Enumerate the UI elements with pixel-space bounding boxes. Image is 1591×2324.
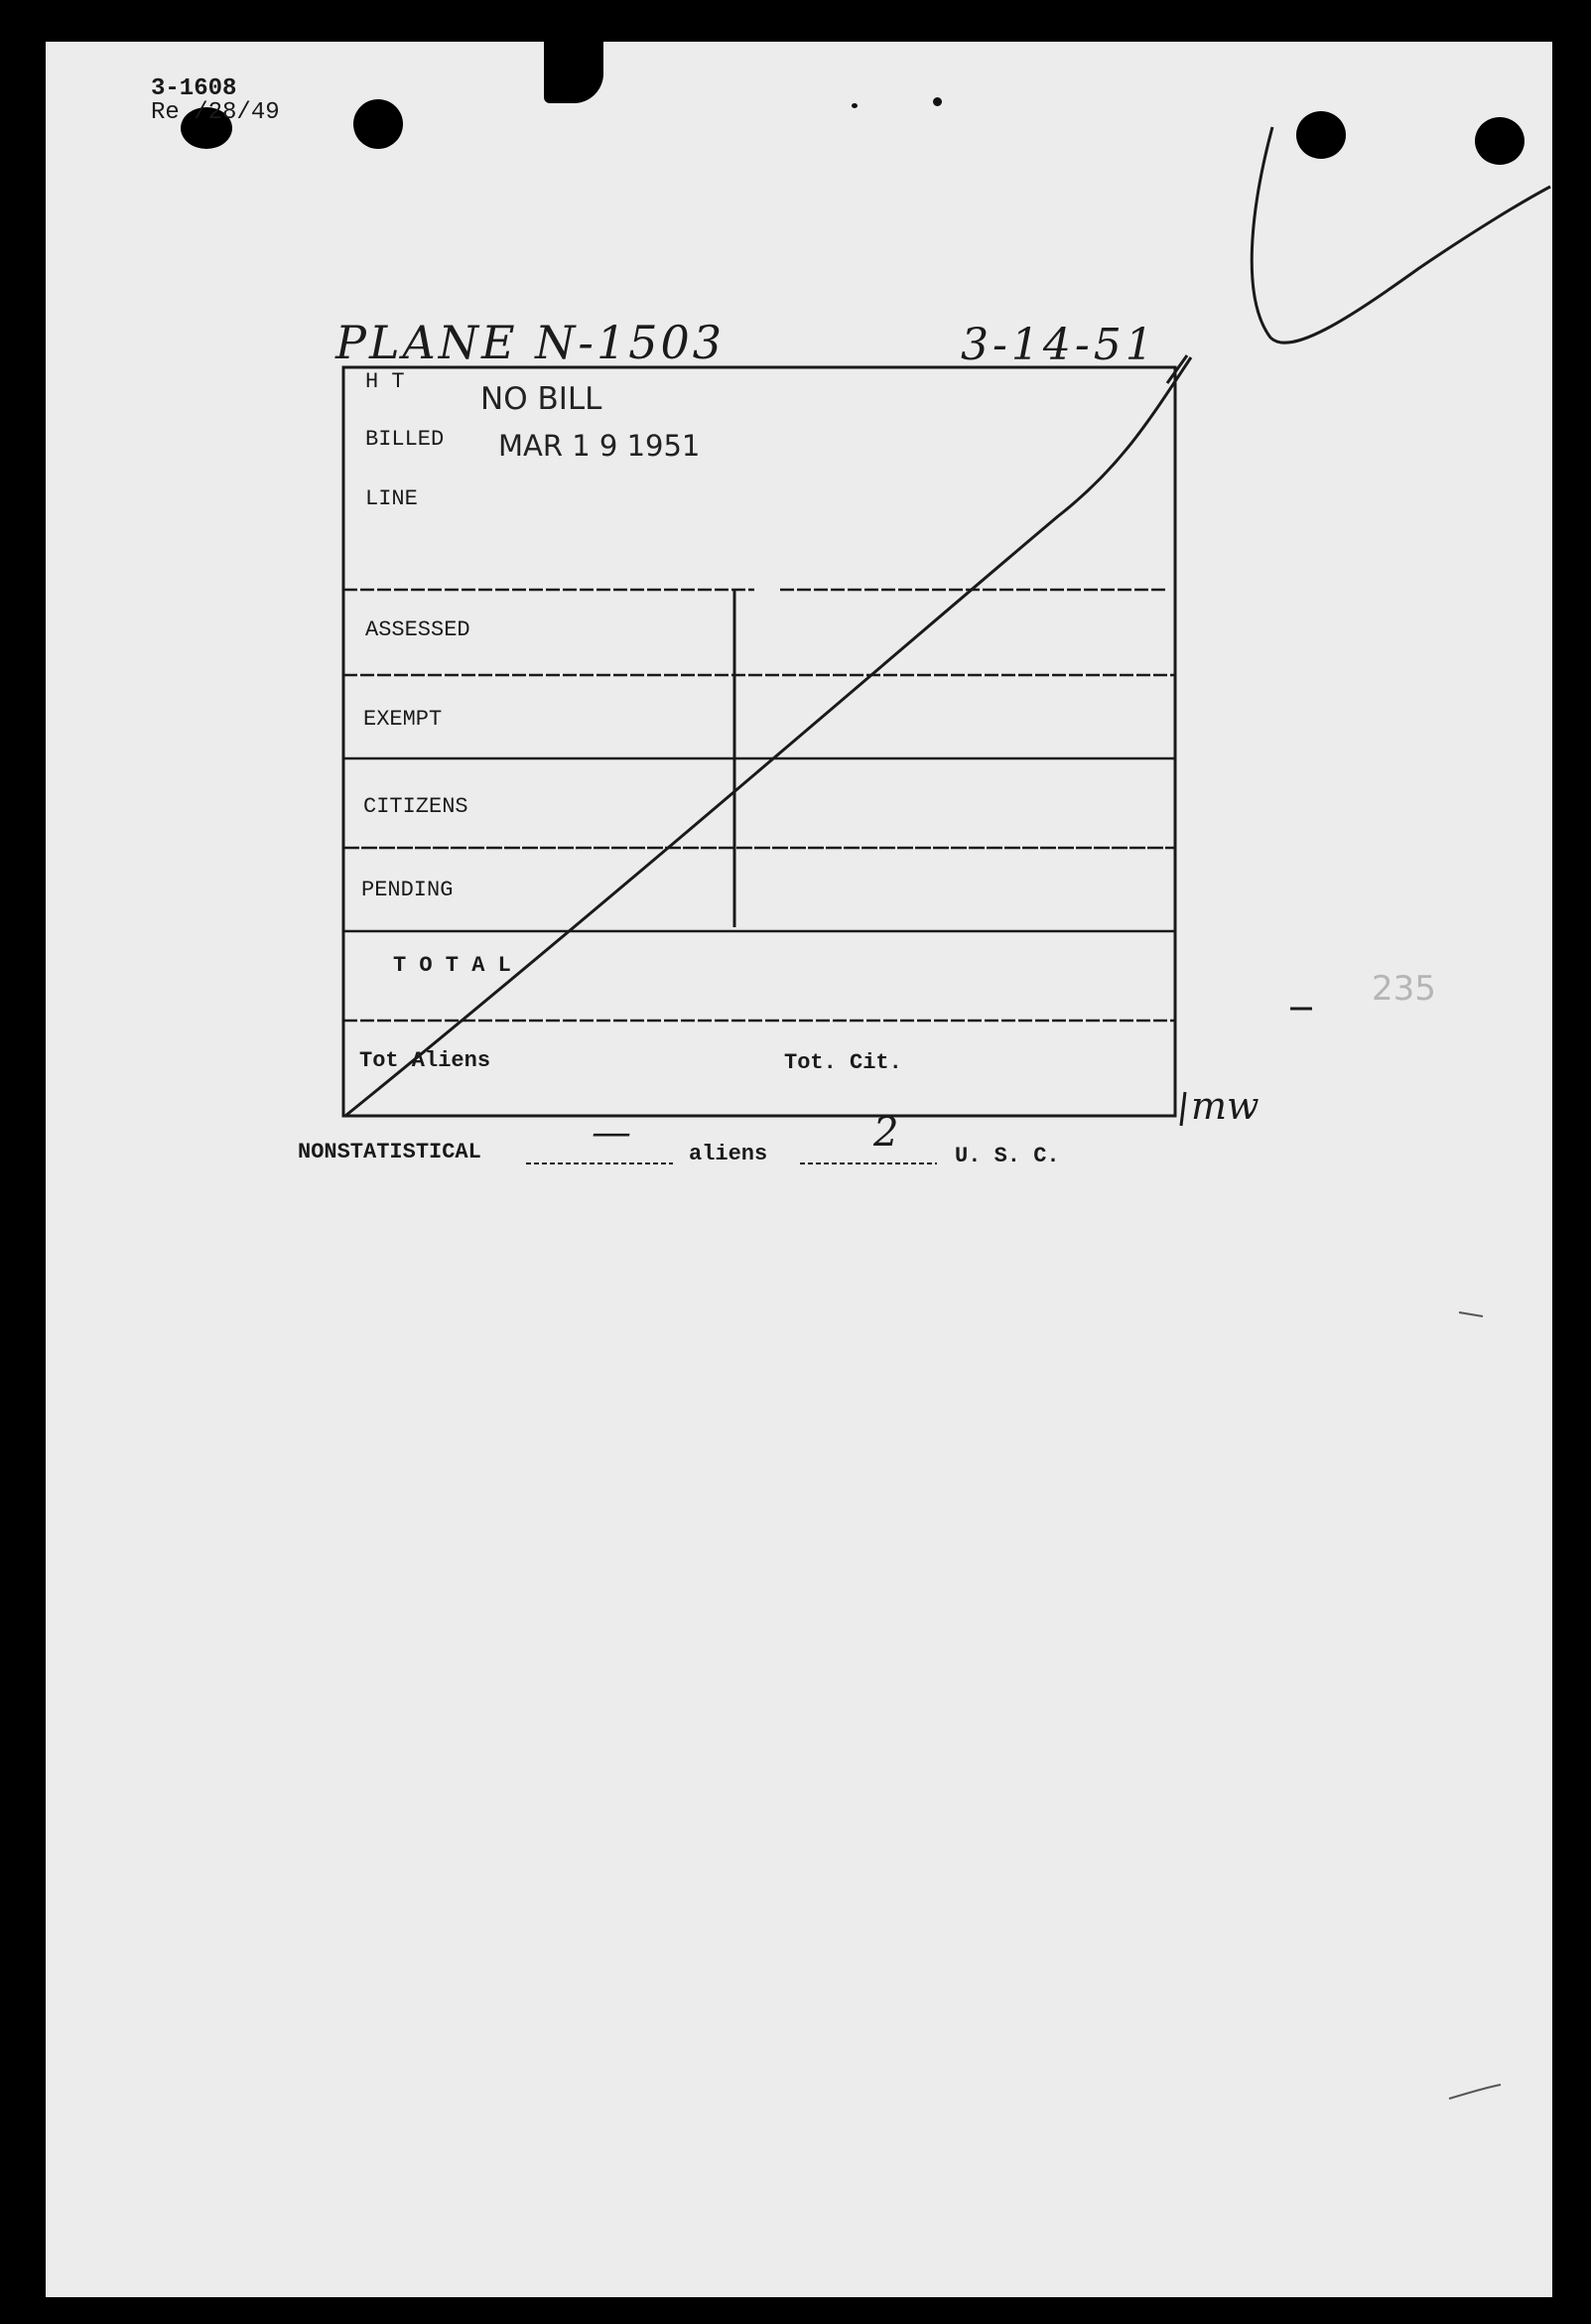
aliens-label: aliens bbox=[689, 1142, 768, 1166]
form-number: 3-1608 bbox=[151, 75, 237, 102]
assessed-label: ASSESSED bbox=[365, 617, 470, 642]
line-label: LINE bbox=[365, 486, 418, 511]
exempt-label: EXEMPT bbox=[363, 707, 443, 732]
carrier-handwritten: PLANE N-1503 bbox=[335, 316, 726, 369]
pending-label: PENDING bbox=[361, 878, 454, 902]
tot-cit-label: Tot. Cit. bbox=[784, 1050, 902, 1075]
page-number-stamp: 235 bbox=[1372, 969, 1436, 1009]
check-mark bbox=[1252, 127, 1550, 342]
total-label: T O T A L bbox=[393, 953, 511, 978]
aliens-value-handwritten: — bbox=[592, 1110, 631, 1156]
billed-label: BILLED bbox=[365, 427, 445, 452]
no-bill-stamp: NO BILL bbox=[480, 381, 602, 417]
form-revision: Re /28/49 bbox=[151, 99, 280, 126]
date-handwritten: 3-14-51 bbox=[961, 320, 1157, 370]
initials-handwritten: mw bbox=[1191, 1084, 1260, 1128]
nonstatistical-label: NONSTATISTICAL bbox=[298, 1140, 481, 1164]
usc-value-handwritten: 2 bbox=[873, 1110, 899, 1156]
form-outer-border bbox=[343, 367, 1175, 1116]
tot-aliens-label: Tot Aliens bbox=[359, 1048, 491, 1073]
billed-date-stamp: MAR 1 9 1951 bbox=[498, 429, 701, 463]
citizens-label: CITIZENS bbox=[363, 794, 468, 819]
usc-label: U. S. C. bbox=[955, 1144, 1060, 1168]
ht-label: H T bbox=[365, 369, 405, 394]
cancel-stroke bbox=[345, 357, 1191, 1116]
